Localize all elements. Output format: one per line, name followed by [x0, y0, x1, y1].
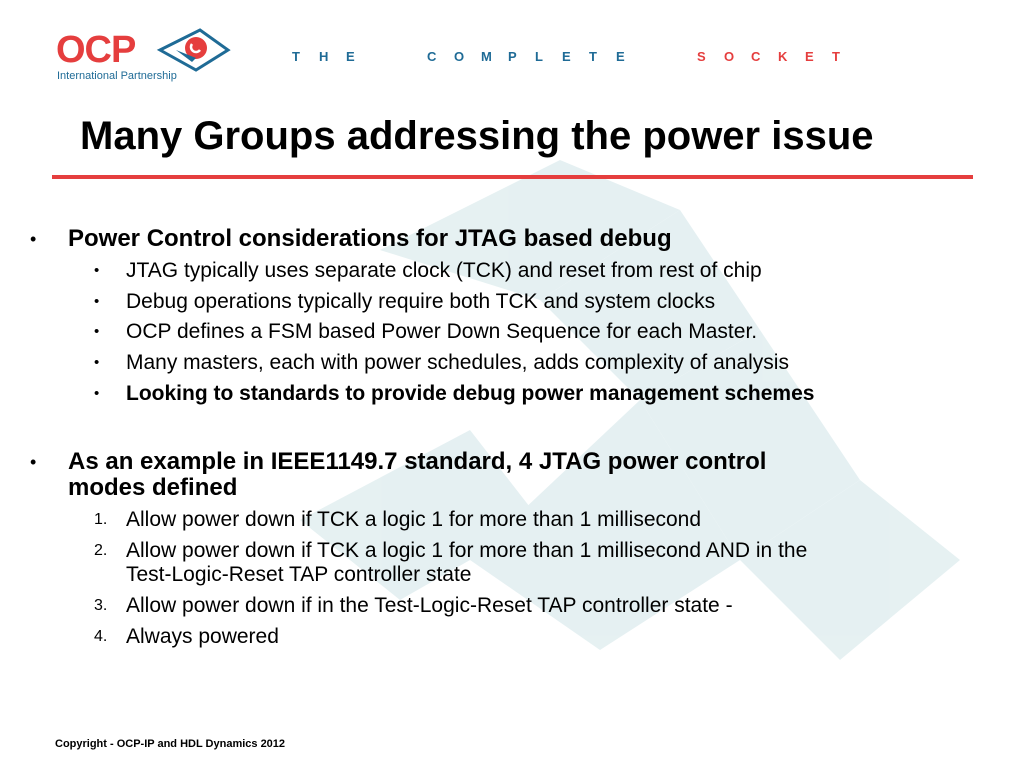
bullet-marker: • [94, 293, 100, 310]
tagline-letter: E [805, 49, 814, 64]
title-underline [52, 175, 973, 179]
list-item-text [126, 539, 996, 587]
tagline-letter: E [346, 49, 355, 64]
bullet-marker: • [94, 323, 100, 340]
tagline-letter: C [427, 49, 437, 64]
copyright-footer: Copyright - OCP-IP and HDL Dynamics 2012 [55, 738, 286, 750]
slide-title: Many Groups addressing the power issue [80, 114, 874, 158]
list-item-text: Always powered [126, 625, 279, 648]
bullet-marker: • [94, 354, 100, 371]
tagline-letter: T [589, 49, 597, 64]
list-item-text: Debug operations typically require both TCK and system clocks [126, 290, 716, 313]
tagline-letter: H [319, 49, 329, 64]
item-number: 3. [94, 597, 108, 614]
tagline-letter: E [562, 49, 571, 64]
list-item-text: OCP defines a FSM based Power Down Sequence for each Master. [126, 320, 758, 343]
list-item-text: JTAG typically uses separate clock (TCK) and reset from rest of chip [126, 259, 762, 282]
list-item-line: Allow power down if TCK a logic 1 for more than 1 millisecond AND in the [126, 539, 808, 562]
logo-brand: OCP [56, 29, 136, 71]
tagline-letter: P [508, 49, 517, 64]
list-item-line: Test-Logic-Reset TAP controller state [126, 563, 472, 586]
item-number: 4. [94, 628, 108, 645]
list-item-text: Allow power down if TCK a logic 1 for more than 1 millisecond [126, 508, 702, 531]
bullet-marker: • [94, 262, 100, 279]
tagline-letter: T [292, 49, 300, 64]
tagline-letter: M [481, 49, 492, 64]
bullet-marker: • [30, 452, 37, 472]
item-number: 2. [94, 542, 108, 559]
tagline-letter: S [697, 49, 706, 64]
bullet-marker: • [94, 385, 100, 402]
bullet-marker: • [30, 229, 37, 249]
tagline-letter: O [454, 49, 465, 64]
bullet-text-line: modes defined [68, 474, 238, 501]
tagline-letter: T [832, 49, 840, 64]
tagline-letter: O [724, 49, 735, 64]
bullet-text: Power Control considerations for JTAG based debug [68, 225, 672, 252]
tagline-letter: E [616, 49, 625, 64]
list-item-text: Looking to standards to provide debug power management schemes [126, 382, 815, 405]
ocp-logo [52, 28, 242, 88]
tagline-letter: L [535, 49, 543, 64]
list-item-text: Allow power down if in the Test-Logic-Reset TAP controller state - [126, 594, 733, 617]
tagline-letter: C [751, 49, 761, 64]
item-number: 1. [94, 511, 108, 528]
logo-mark-icon [156, 28, 232, 72]
logo-subtitle: International Partnership [57, 70, 177, 82]
bullet-text [68, 449, 968, 501]
list-item-text: Many masters, each with power schedules, adds complexity of analysis [126, 351, 789, 374]
tagline-letter: K [778, 49, 788, 64]
bullet-text-line: As an example in IEEE1149.7 standard, 4 JTAG power control [68, 448, 767, 475]
